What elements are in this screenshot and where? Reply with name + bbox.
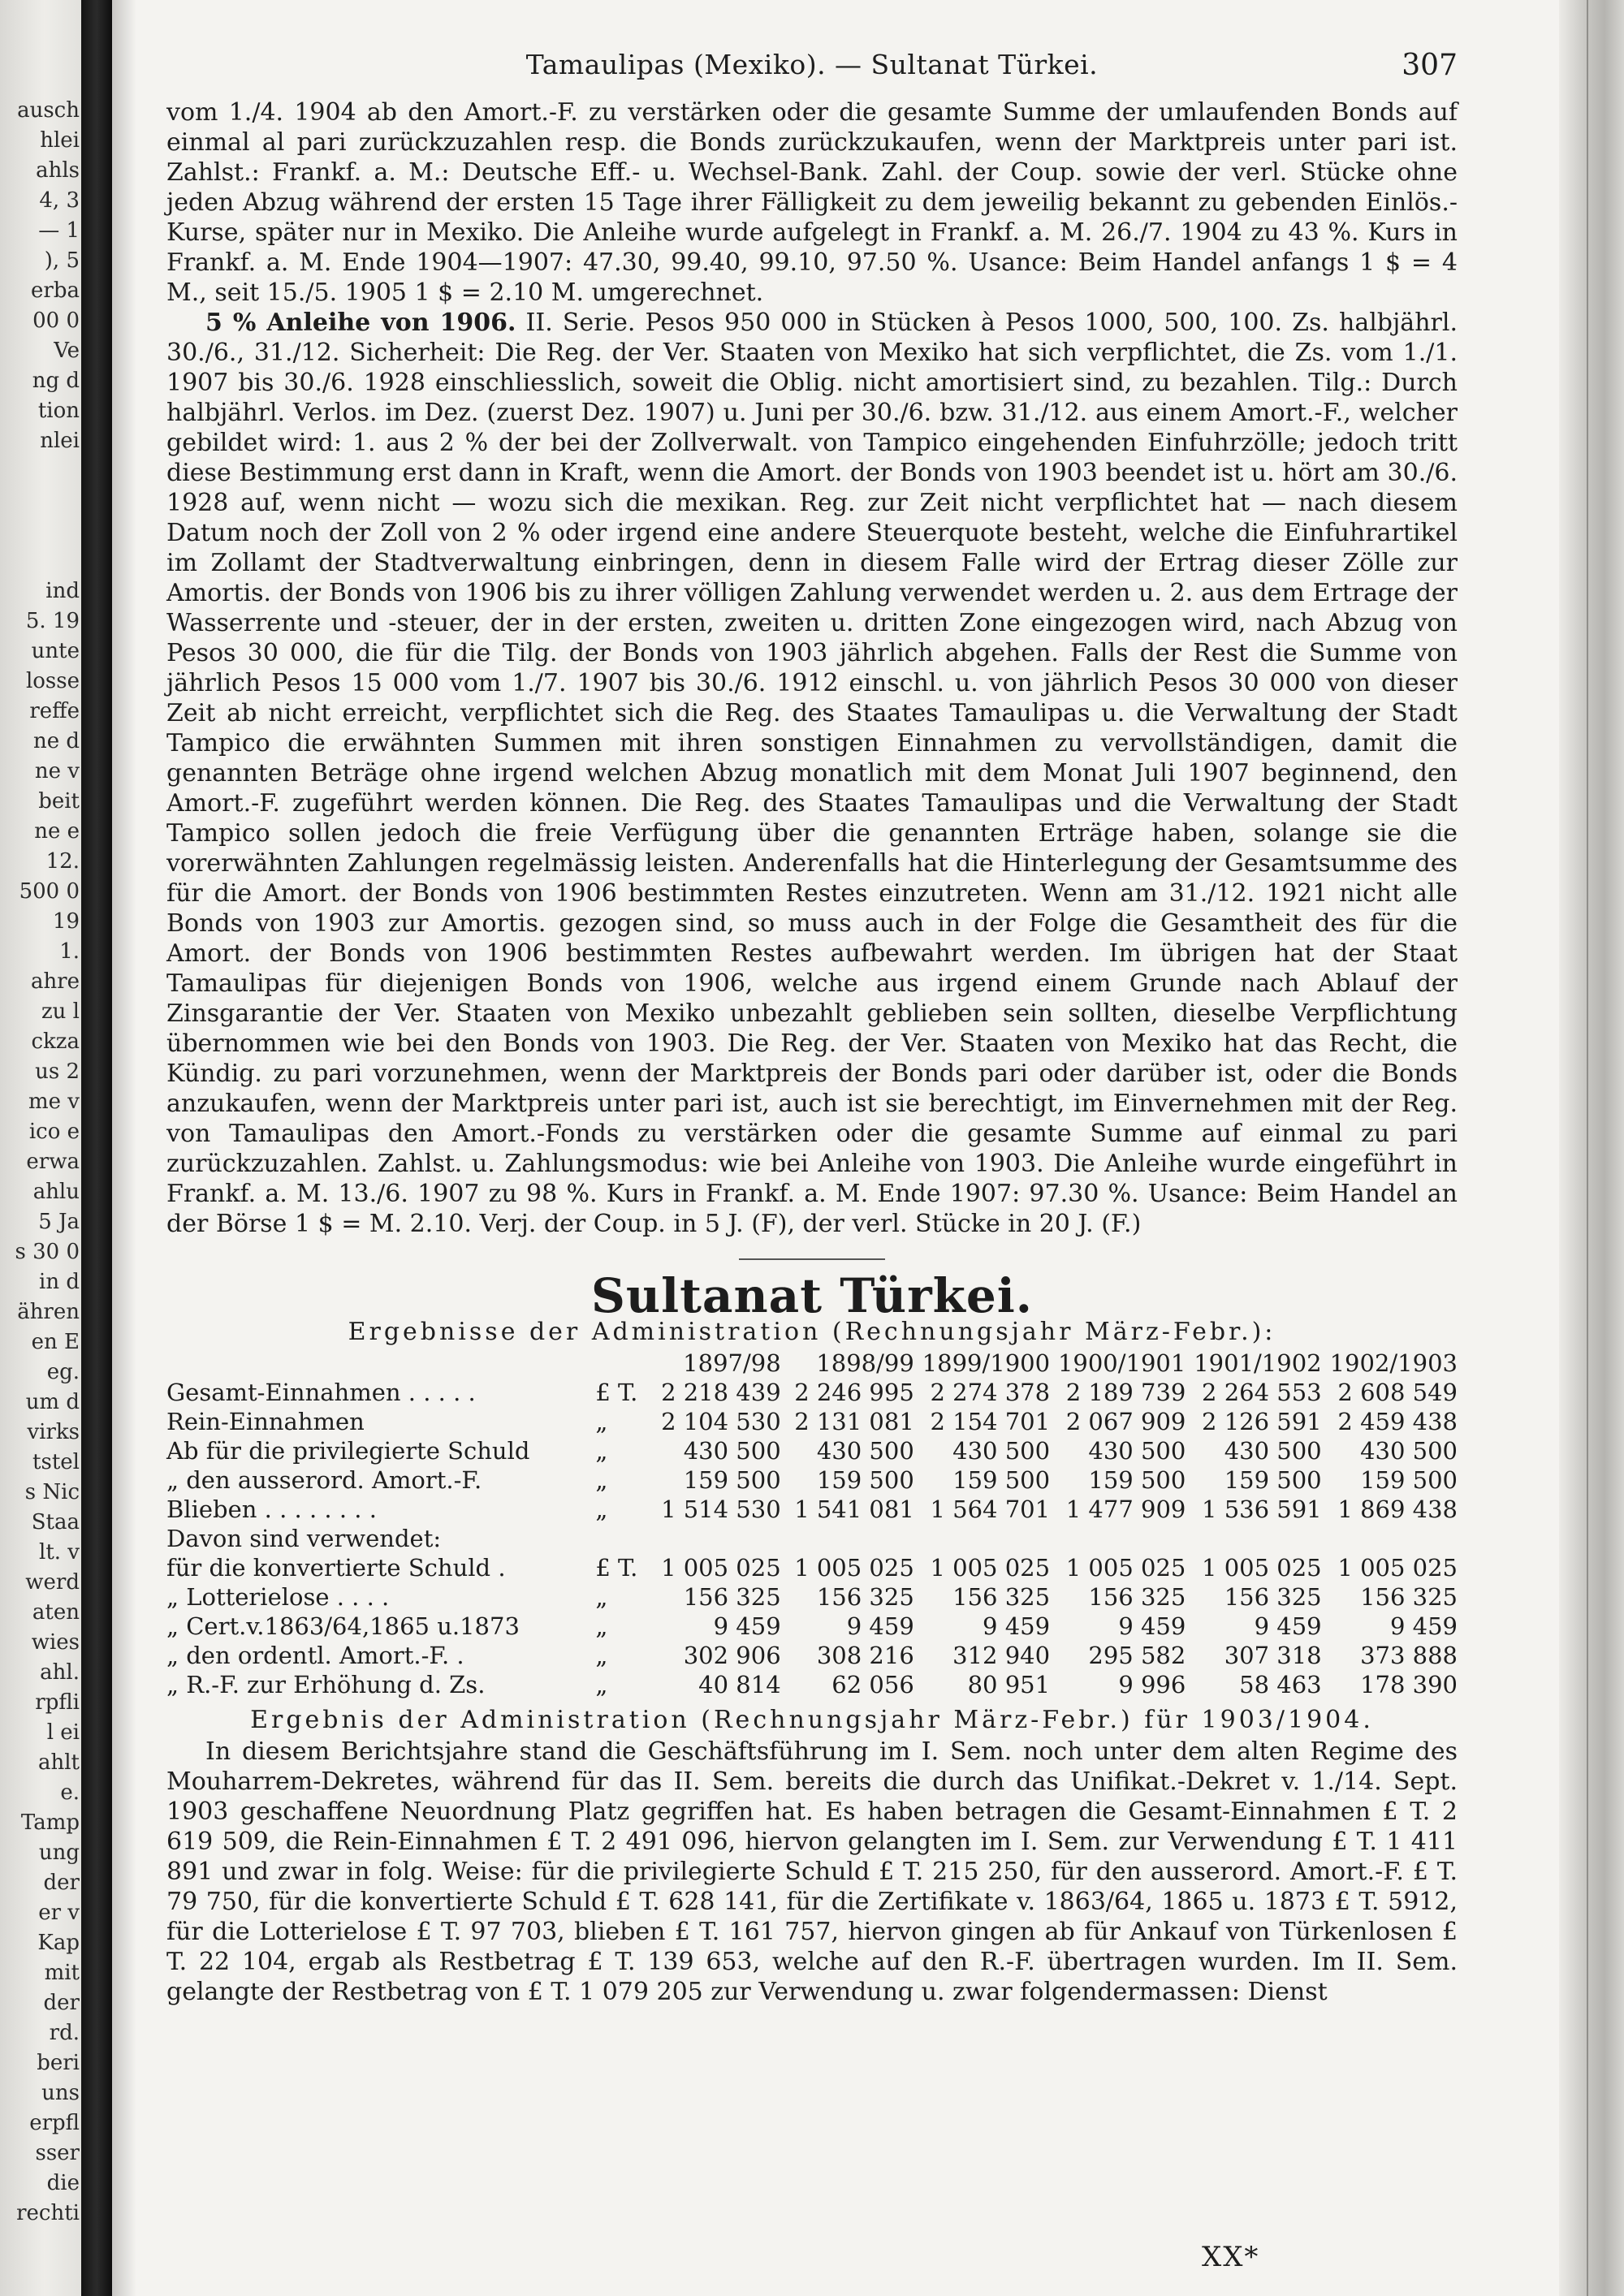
facing-page-fragment: sser — [35, 2141, 80, 2165]
table-cell: 2 189 739 — [1065, 1379, 1186, 1406]
facing-page-fragment: s 30 0 — [15, 1240, 80, 1264]
table-cell: 1 005 025 — [1337, 1554, 1458, 1582]
table-cell: 295 582 — [1088, 1642, 1186, 1669]
table-cell: 2 154 701 — [930, 1408, 1051, 1435]
table-cell: 9 459 — [713, 1612, 781, 1640]
table-cell: 430 500 — [1224, 1437, 1322, 1465]
row-currency: „ — [595, 1408, 608, 1435]
table-cell: 156 325 — [1224, 1583, 1322, 1611]
facing-page-fragment: erpfl — [29, 2111, 80, 2135]
table-cell: 159 500 — [1088, 1466, 1186, 1494]
row-label: Blieben . . . . . . . . — [166, 1495, 377, 1523]
table-cell: 159 500 — [1360, 1466, 1458, 1494]
facing-page-fragment: ne d — [32, 729, 80, 753]
table-cell: 1 005 025 — [1202, 1554, 1322, 1582]
page-number: 307 — [1402, 49, 1458, 82]
facing-page-fragment — [0, 546, 81, 576]
table-cell — [1322, 1524, 1458, 1553]
paragraph-2-text: II. Serie. Pesos 950 000 in Stücken à Pesos 1000, 500, 100. Zs. halbjährl. 30./6., 31./12. Sicherheit: Die Reg. der Ver. Staaten von Mexiko hat sich verpflichtet, die Zs. vom 1./1. 1907 bis 30./6. 1928 einschliesslich, soweit die Oblig. nicht amortisiert sind, zu bezahlen. Tilg.: Durch halbjährl. Verlos. im Dez. (zuerst Dez. 1907) u. Juni per 30./6. bzw. 31./12. aus einem Amort.-F., welcher gebildet wird: 1. aus 2 % der bei der Zollverwalt. von Tampico eingehenden Einfuhrzölle; jedoch tritt diese Bestimmung erst dann in Kraft, wenn die Amort. der Bonds von 1903 beendet ist u. hört am 30./6. 1928 auf, wenn nicht — wozu sich die mexikan. Reg. zur Zeit nicht verpflichtet hat — nach diesem Datum noch der Zoll von 2 % oder irgend eine andere Steuerquote besteht, welche die Einfuhrartikel im Zollamt der Stadtverwaltung einbringen, denn in diesem Falle wird der Ertrag dieser Zölle zur Amortis. der Bonds von 1906 bis zu ihrer völligen Zahlung verwendet werden u. 2. aus dem Ertrage der Wasserrente und -steuer, der in der ersten, zweiten u. dritten Zone eingezogen wird, nach Abzug von Pesos 30 000, die für die Tilg. der Bonds von 1903 jährlich abgehen. Falls der Rest die Summe von jährlich Pesos 15 000 vom 1./7. 1907 bis 30./6. 1912 einschl. u. von jährlich Pesos 30 000 von dieser Zeit ab nicht erreicht, verpflichtet sich die Reg. des Staates Tamaulipas u. die Verwaltung der Stadt Tampico die erwähnten Summen mit ihren sonstigen Einnahmen zu vervollständigen, damit die genannten Beträge ohne irgend welchen Abzug monatlich mit dem Monat Juli 1907 beginnend, den Amort.-F. zugeführt werden können. Die Reg. des Staates Tamaulipas und die Verwaltung der Stadt Tampico sollen jedoch die freie Verfügung über die genannten Erträge haben, solange sie die vorerwähnten Zahlungen regelmässig leisten. Anderenfalls hat die Hinterlegung der Gesamtsumme des für die Amort. der Bonds von 1906 bestimmten Restes einzutreten. Wenn am 31./12. 1921 nicht alle Bonds von 1903 zur Amortis. gezogen sind, so muss auch in der Folge die Gesamtheit des für die Amort. der Bonds von 1906 bestimmten Restes aufbewahrt werden. Im übrigen hat der Staat Tamaulipas für diejenigen Bonds von 1906, welche aus irgend einem Grunde nach Ablauf der Zinsgarantie der Ver. Staaten von Mexiko unbezahlt geblieben sein sollten, dieselbe Verpflichtung übernommen wie bei den Bonds von 1903. Die Reg. der Ver. Staaten von Mexiko hat das Recht, die Kündig. zu pari vorzunehmen, wenn der Marktpreis der Bonds pari oder darüber ist, oder die Bonds anzukaufen, wenn der Marktpreis unter pari ist, auch ist sie berechtigt, im Einvernehmen mit der Reg. von Tamaulipas den Amort.-Fonds zu verstärken oder die gesamte Summe auf einmal zu pari zurückzuzahlen. Zahlst. u. Zahlungsmodus: wie bei Anleihe von 1903. Die Anleihe wurde eingeführt in Frankf. a. M. 13./6. 1907 zu 98 %. Kurs in Frankf. a. M. Ende 1907: 97.30 %. Usance: Beim Handel an der Börse 1 $ = M. 2.10. Verj. der Coup. in 5 J. (F), der verl. Stücke in 20 J. (F.) — [166, 309, 1458, 1238]
facing-page-fragment: ), 5 — [44, 248, 80, 273]
facing-page-fragment: e. — [60, 1780, 80, 1805]
table-cell: 9 459 — [1118, 1612, 1186, 1640]
facing-page-fragment: Ve — [54, 339, 80, 363]
facing-page-fragment: aten — [32, 1600, 80, 1625]
facing-page-fragment: ung — [38, 1841, 80, 1865]
facing-page-fragment — [0, 516, 81, 546]
paragraph-2 — [166, 308, 1458, 1239]
row-label: Rein-Einnahmen — [166, 1408, 365, 1435]
table-row — [166, 1524, 1458, 1553]
table-row — [166, 1612, 1458, 1641]
facing-page-fragment: um d — [25, 1390, 80, 1414]
table-cell: 307 318 — [1224, 1642, 1322, 1669]
facing-page-fragment: — 1 — [38, 218, 80, 243]
page-edge — [1559, 0, 1624, 2296]
table-cell: 2 608 549 — [1337, 1379, 1458, 1406]
facing-page-fragment: en E — [31, 1330, 80, 1354]
table-row — [166, 1378, 1458, 1407]
facing-page-fragment: die — [46, 2171, 80, 2195]
table-cell: 1 005 025 — [930, 1554, 1051, 1582]
table-cell — [781, 1524, 914, 1553]
administration-table — [166, 1349, 1458, 1699]
page-content — [166, 41, 1458, 2007]
facing-page-fragment: Kap — [37, 1931, 80, 1955]
year-header: 1902/1903 — [1329, 1349, 1458, 1377]
section-subtitle: Ergebnisse der Administration (Rechnungsjahr März-Febr.): — [348, 1318, 1276, 1346]
year-header: 1898/99 — [816, 1349, 914, 1377]
table-cell — [648, 1524, 781, 1553]
facing-page-fragment — [0, 456, 81, 486]
facing-page-fragment: erba — [31, 278, 80, 303]
row-label: „ Cert.v.1863/64,1865 u.1873 — [166, 1612, 520, 1640]
facing-page-fragment: ng d — [32, 369, 80, 393]
table-cell: 430 500 — [1360, 1437, 1458, 1465]
row-currency: „ — [595, 1437, 608, 1465]
table-cell: 1 869 438 — [1337, 1495, 1458, 1523]
table-row — [166, 1553, 1458, 1582]
table-cell: 9 459 — [1254, 1612, 1322, 1640]
facing-page-fragment: s Nic — [24, 1480, 80, 1504]
facing-page-fragment: 5. 19 — [25, 609, 80, 633]
paragraph-3: In diesem Berichtsjahre stand die Geschäftsführung im I. Sem. noch unter dem alten Regime des Mouharrem-Dekretes, während für das II. Sem. bereits die durch das Unifikat.-Dekret v. 1./14. Sept. 1903 geschaffene Neuordnung Platz gegriffen hat. Es haben betragen die Gesamt-Einnahmen £ T. 2 619 509, die Rein-Einnahmen £ T. 2 491 096, hiervon gelangten im I. Sem. zur Verwendung £ T. 1 411 891 und zwar in folg. Weise: für die privilegierte Schuld £ T. 215 250, für den ausserord. Amort.-F. £ T. 79 750, für die konvertierte Schuld £ T. 628 141, für die Zertifikate v. 1863/64, 1865 u. 1873 £ T. 5912, für die Lotterielose £ T. 97 703, blieben £ T. 161 757, hiervon gingen ab für Ankauf von Türkenlosen £ T. 22 104, ergab als Restbetrag £ T. 139 653, welche auf den R.-F. übertragen wurden. Im II. Sem. gelangte der Restbetrag von £ T. 1 079 205 zur Verwendung u. zwar folgendermassen: Dienst — [166, 1737, 1458, 2006]
facing-page-fragment: nlei — [40, 429, 80, 453]
table-cell: 430 500 — [816, 1437, 914, 1465]
facing-page-fragment: beit — [38, 789, 80, 814]
facing-page-fragment: zu l — [41, 999, 80, 1024]
facing-page-fragment: 4, 3 — [39, 188, 80, 213]
table-cell: 159 500 — [683, 1466, 781, 1494]
table-cell: 159 500 — [816, 1466, 914, 1494]
table-cell: 156 325 — [1360, 1583, 1458, 1611]
facing-page-fragment: rd. — [49, 2021, 80, 2045]
table-cell: 2 246 995 — [794, 1379, 914, 1406]
table-cell: 1 005 025 — [794, 1554, 914, 1582]
table-cell: 1 005 025 — [661, 1554, 781, 1582]
loan-heading: 5 % Anleihe von 1906. — [205, 309, 516, 337]
facing-page-fragment: erwa — [26, 1150, 80, 1174]
table-cell: 373 888 — [1360, 1642, 1458, 1669]
paragraph-1: vom 1./4. 1904 ab den Amort.-F. zu verstärken oder die gesamte Summe der umlaufenden Bonds auf einmal al pari zurückzuzahlen resp. die Bonds zurückzukaufen, wenn der Marktpreis unter pari ist. Zahlst.: Frankf. a. M.: Deutsche Eff.- u. Wechsel-Bank. Zahl. der Coup. sowie der verl. Stücke ohne jeden Abzug während der ersten 15 Tage ihrer Fälligkeit zu dem jeweilig bekannt zu gebenden Einlös.-Kurse, später nur in Mexiko. Die Anleihe wurde aufgelegt in Frankf. a. M. 26./7. 1904 zu 43 %. Kurs in Frankf. a. M. Ende 1904—1907: 47.30, 99.40, 99.10, 97.50 %. Usance: Beim Handel anfangs 1 $ = 4 M., seit 15./5. 1905 1 $ = 2.10 M. umgerechnet. — [166, 98, 1458, 307]
table-cell — [1050, 1524, 1186, 1553]
table-cell: 1 564 701 — [930, 1495, 1051, 1523]
table-cell: 178 390 — [1360, 1671, 1458, 1698]
facing-page-fragment: ahl. — [40, 1660, 80, 1685]
table-header-row — [166, 1349, 1458, 1378]
table-cell: 58 463 — [1239, 1671, 1322, 1698]
year-header: 1897/98 — [683, 1349, 781, 1377]
facing-page-fragment: in d — [39, 1270, 80, 1294]
facing-page-fragment: mit — [44, 1961, 80, 1985]
table-cell: 80 951 — [967, 1671, 1051, 1698]
row-currency: „ — [595, 1466, 608, 1494]
facing-page-fragment: ind — [45, 579, 80, 603]
table-cell: 159 500 — [952, 1466, 1051, 1494]
facing-page-fragment: ausch — [17, 98, 80, 123]
table-row — [166, 1407, 1458, 1436]
row-label: „ den ausserord. Amort.-F. — [166, 1466, 482, 1494]
table-cell: 156 325 — [816, 1583, 914, 1611]
table-cell: 302 906 — [683, 1642, 781, 1669]
facing-page-fragment: ahlu — [32, 1180, 80, 1204]
table-cell: 9 459 — [1389, 1612, 1458, 1640]
row-label: für die konvertierte Schuld . — [166, 1554, 506, 1582]
row-label: Gesamt-Einnahmen . . . . . — [166, 1379, 476, 1406]
row-currency: „ — [595, 1642, 608, 1669]
facing-page-fragment: 500 0 — [19, 879, 80, 904]
facing-page-fragment: beri — [37, 2051, 80, 2075]
facing-page-fragment: us 2 — [35, 1060, 80, 1084]
binding-shadow — [81, 0, 112, 2296]
table-cell: 156 325 — [1088, 1583, 1186, 1611]
row-currency: „ — [595, 1495, 608, 1523]
facing-page-fragment: der — [43, 1991, 80, 2015]
table-cell: 156 325 — [683, 1583, 781, 1611]
facing-page-fragment: rechti — [16, 2201, 80, 2225]
result-heading: Ergebnis der Administration (Rechnungsjahr März-Febr.) für 1903/1904. — [250, 1706, 1374, 1734]
table-row — [166, 1465, 1458, 1495]
facing-page-fragment: ahlt — [37, 1750, 80, 1775]
facing-page-fragment: lt. v — [39, 1540, 80, 1564]
table-cell: 312 940 — [952, 1642, 1051, 1669]
facing-page-fragment: ckza — [31, 1029, 80, 1054]
facing-page-fragment: ne e — [34, 819, 80, 844]
table-cell: 308 216 — [816, 1642, 914, 1669]
table-row — [166, 1582, 1458, 1612]
table-row — [166, 1436, 1458, 1465]
facing-page-fragment: ico e — [28, 1120, 80, 1144]
facing-page-fragment: 00 0 — [32, 309, 80, 333]
table-cell: 430 500 — [683, 1437, 781, 1465]
row-currency: „ — [595, 1671, 608, 1698]
table-cell — [914, 1524, 1050, 1553]
header-title: Tamaulipas (Mexiko). — Sultanat Türkei. — [525, 49, 1099, 80]
table-cell: 159 500 — [1224, 1466, 1322, 1494]
table-cell: 2 274 378 — [930, 1379, 1051, 1406]
table-cell: 40 814 — [698, 1671, 781, 1698]
table-cell: 2 218 439 — [661, 1379, 781, 1406]
facing-page-fragment: rpfli — [35, 1690, 80, 1715]
facing-page-fragment: 12. — [45, 849, 80, 874]
facing-page-fragment: 19 — [52, 909, 80, 934]
facing-page-fragment: reffe — [29, 699, 80, 723]
table-cell: 9 996 — [1118, 1671, 1186, 1698]
facing-page-fragment: ahls — [36, 158, 80, 183]
table-cell: 2 104 530 — [661, 1408, 781, 1435]
row-currency — [589, 1524, 647, 1553]
table-cell: 62 056 — [831, 1671, 914, 1698]
facing-page-fragment: virks — [27, 1420, 80, 1444]
table-cell: 2 264 553 — [1202, 1379, 1322, 1406]
row-currency: „ — [595, 1612, 608, 1640]
table-cell: 2 131 081 — [794, 1408, 914, 1435]
year-header: 1899/1900 — [922, 1349, 1051, 1377]
table-cell: 9 459 — [846, 1612, 914, 1640]
facing-page-fragment: hlei — [40, 128, 80, 153]
table-cell: 2 126 591 — [1202, 1408, 1322, 1435]
facing-page-fragment: er v — [38, 1901, 80, 1925]
facing-page-fragment: tion — [37, 399, 80, 423]
table-cell: 1 541 081 — [794, 1495, 914, 1523]
row-currency: „ — [595, 1583, 608, 1611]
facing-page-fragment: ne v — [34, 759, 80, 783]
table-row — [166, 1670, 1458, 1699]
row-label: „ den ordentl. Amort.-F. . — [166, 1642, 464, 1669]
table-cell: 1 005 025 — [1065, 1554, 1186, 1582]
section-divider — [739, 1258, 885, 1260]
table-cell: 2 067 909 — [1065, 1408, 1186, 1435]
table-cell: 156 325 — [952, 1583, 1051, 1611]
row-currency: £ T. — [595, 1554, 638, 1582]
row-label: „ R.-F. zur Erhöhung d. Zs. — [166, 1671, 486, 1698]
table-cell — [1186, 1524, 1321, 1553]
row-currency: £ T. — [595, 1379, 638, 1406]
year-header: 1901/1902 — [1194, 1349, 1322, 1377]
facing-page-fragment: uns — [41, 2081, 80, 2105]
table-cell: 430 500 — [1088, 1437, 1186, 1465]
facing-page-fragment: ähren — [17, 1300, 80, 1324]
facing-page-text — [0, 96, 81, 2229]
running-header — [166, 41, 1458, 97]
table-row — [166, 1641, 1458, 1670]
facing-page-fragment: 5 Ja — [38, 1210, 80, 1234]
facing-page-fragment: 1. — [59, 939, 80, 964]
facing-page-fragment: losse — [25, 669, 80, 693]
facing-page-fragment: der — [43, 1871, 80, 1895]
table-row — [166, 1495, 1458, 1524]
facing-page-fragment: Staa — [31, 1510, 80, 1534]
facing-page-fragment: unte — [31, 639, 80, 663]
facing-page-fragment — [0, 486, 81, 516]
facing-page-fragment: werd — [25, 1570, 80, 1595]
facing-page-fragment: wies — [31, 1630, 80, 1655]
table-cell: 430 500 — [952, 1437, 1051, 1465]
signature-mark: XX* — [1202, 2241, 1260, 2273]
facing-page-fragment: l ei — [46, 1720, 80, 1745]
facing-page-fragment: eg. — [46, 1360, 80, 1384]
table-cell: 1 477 909 — [1065, 1495, 1186, 1523]
facing-page-fragment: tstel — [32, 1450, 80, 1474]
row-label: Davon sind verwendet: — [166, 1525, 442, 1552]
table-cell: 1 536 591 — [1202, 1495, 1322, 1523]
table-cell: 9 459 — [983, 1612, 1051, 1640]
facing-page-fragment: Tamp — [20, 1810, 80, 1835]
row-label: „ Lotterielose . . . . — [166, 1583, 390, 1611]
table-cell: 2 459 438 — [1337, 1408, 1458, 1435]
year-header: 1900/1901 — [1057, 1349, 1186, 1377]
section-title: Sultanat Türkei. — [591, 1268, 1033, 1323]
row-label: Ab für die privilegierte Schuld — [166, 1437, 530, 1465]
facing-page-fragment: ahre — [30, 969, 80, 994]
table-cell: 1 514 530 — [661, 1495, 781, 1523]
document-body — [166, 97, 1458, 2007]
facing-page-fragment: me v — [28, 1090, 80, 1114]
